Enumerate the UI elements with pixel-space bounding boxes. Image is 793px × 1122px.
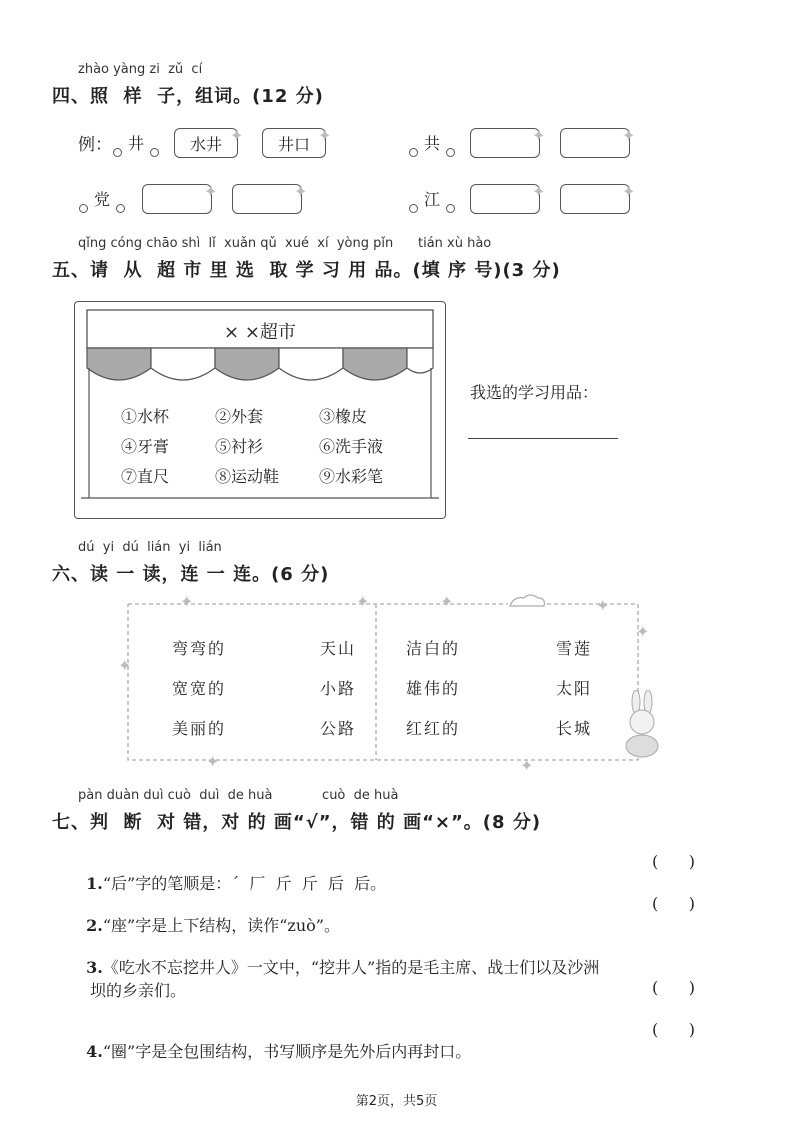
example-char: 井: [127, 133, 144, 153]
star-icon: ✦: [118, 656, 132, 675]
char-tail-icon: [409, 204, 418, 213]
star-icon: ✦: [206, 752, 220, 771]
char-tail-icon: [409, 148, 418, 157]
store-sign: × ×超市: [224, 322, 296, 343]
match-left-word[interactable]: 弯弯的: [172, 639, 227, 658]
judge-item-4: [76, 1020, 471, 1062]
star-icon: ✦: [596, 596, 610, 615]
answer-paren[interactable]: ( ): [652, 894, 695, 913]
star-icon: ✦: [532, 182, 546, 201]
answer-paren[interactable]: ( ): [652, 852, 695, 871]
q4-pinyin: zhào yàng zi zǔ cí: [78, 62, 203, 77]
page-footer: 第2页，共5页: [355, 1094, 438, 1109]
star-icon: ✦: [204, 182, 218, 201]
q5-pinyin: qǐng cóng chāo shì lǐ xuǎn qǔ xué xí yòng pǐn tián xù hào: [78, 236, 492, 251]
answer-box[interactable]: [470, 128, 540, 158]
star-icon: ✦: [180, 592, 194, 611]
store-item: ①水杯: [121, 407, 170, 426]
match-left-noun[interactable]: 天山: [320, 639, 357, 658]
judge-item-2: [76, 894, 340, 936]
example-label: 例：: [78, 135, 112, 155]
match-right-word[interactable]: 雄伟的: [406, 679, 461, 698]
match-left-noun[interactable]: 公路: [320, 719, 357, 738]
answer-label: 我选的学习用品：: [470, 383, 599, 402]
answer-box[interactable]: [560, 128, 630, 158]
answer-box[interactable]: [560, 184, 630, 214]
char-dang: 党: [93, 189, 110, 209]
store-item: ③橡皮: [319, 407, 368, 426]
answer-box[interactable]: [470, 184, 540, 214]
star-icon: ✦: [520, 756, 534, 775]
star-icon: ✦: [532, 126, 546, 145]
star-icon: ✦: [622, 126, 636, 145]
q6-title: 六、读 一 读，连 一 连。(6 分): [52, 564, 330, 585]
store-item: ⑥洗手液: [319, 437, 384, 456]
item-text: 《吃水不忘挖井人》一文中，“挖井人”指的是毛主席、战士们以及沙洲: [102, 958, 600, 977]
char-tail-icon: [446, 204, 455, 213]
item-text-continued: 坝的乡亲们。: [90, 981, 187, 1000]
char-tail-icon: [116, 204, 125, 213]
example-word-1: 水井: [174, 128, 238, 158]
char-tail-icon: [113, 148, 122, 157]
store-item: ⑦直尺: [121, 467, 170, 486]
star-icon: ✦: [622, 182, 636, 201]
item-number: 1.: [86, 874, 103, 893]
store-item: ④牙膏: [121, 437, 170, 456]
store-item: ②外套: [215, 407, 264, 426]
star-icon: ✦: [294, 182, 308, 201]
match-right-word[interactable]: 洁白的: [406, 639, 461, 658]
store-item: ⑨水彩笔: [319, 467, 384, 486]
answer-line[interactable]: [468, 438, 618, 439]
q7-pinyin: pàn duàn duì cuò duì de huà cuò de huà: [78, 788, 399, 803]
answer-box[interactable]: [232, 184, 302, 214]
match-left-word[interactable]: 美丽的: [172, 719, 227, 738]
star-icon: ✦: [356, 592, 370, 611]
example-word-2: 井口: [262, 128, 326, 158]
char-jiang: 江: [423, 189, 440, 209]
match-right-noun[interactable]: 雪莲: [556, 639, 593, 658]
star-icon: ✦: [636, 622, 650, 641]
char-tail-icon: [79, 204, 88, 213]
match-right-word[interactable]: 红红的: [406, 719, 461, 738]
answer-paren[interactable]: ( ): [652, 1020, 695, 1039]
cloud-icon: [510, 595, 544, 606]
store-item: ⑧运动鞋: [215, 467, 280, 486]
char-gong: 共: [423, 133, 440, 153]
supermarket-frame: [74, 301, 446, 519]
q7-title: 七、判 断 对 错，对 的 画“√”，错 的 画“×”。(8 分): [52, 812, 542, 833]
item-number: 4.: [86, 1042, 103, 1061]
char-tail-icon: [150, 148, 159, 157]
store-item: ⑤衬衫: [215, 437, 264, 456]
answer-paren[interactable]: ( ): [652, 978, 695, 997]
answer-box[interactable]: [142, 184, 212, 214]
star-icon: ✦: [318, 126, 332, 145]
item-text: “圈”字是全包围结构，书写顺序是先外后内再封口。: [102, 1042, 472, 1061]
item-text: “后”字的笔顺是：ˊ 厂 斤 斤 后 后。: [102, 874, 387, 893]
judge-item-1: [76, 852, 386, 894]
item-number: 2.: [86, 916, 103, 935]
q4-title: 四、照 样 子，组词。(12 分): [52, 86, 324, 107]
item-text: “座”字是上下结构，读作“zuò”。: [102, 916, 340, 935]
star-icon: ✦: [440, 592, 454, 611]
rabbit-icon: [612, 690, 672, 760]
judge-item-3: [76, 936, 599, 978]
match-right-noun[interactable]: 太阳: [556, 679, 593, 698]
q5-title: 五、请 从 超 市 里 选 取 学 习 用 品。(填 序 号)(3 分): [52, 260, 561, 281]
match-right-noun[interactable]: 长城: [556, 719, 593, 738]
char-tail-icon: [446, 148, 455, 157]
star-icon: ✦: [230, 126, 244, 145]
match-left-word[interactable]: 宽宽的: [172, 679, 227, 698]
q6-pinyin: dú yi dú lián yi lián: [78, 540, 222, 555]
match-left-noun[interactable]: 小路: [320, 679, 357, 698]
item-number: 3.: [86, 958, 103, 977]
